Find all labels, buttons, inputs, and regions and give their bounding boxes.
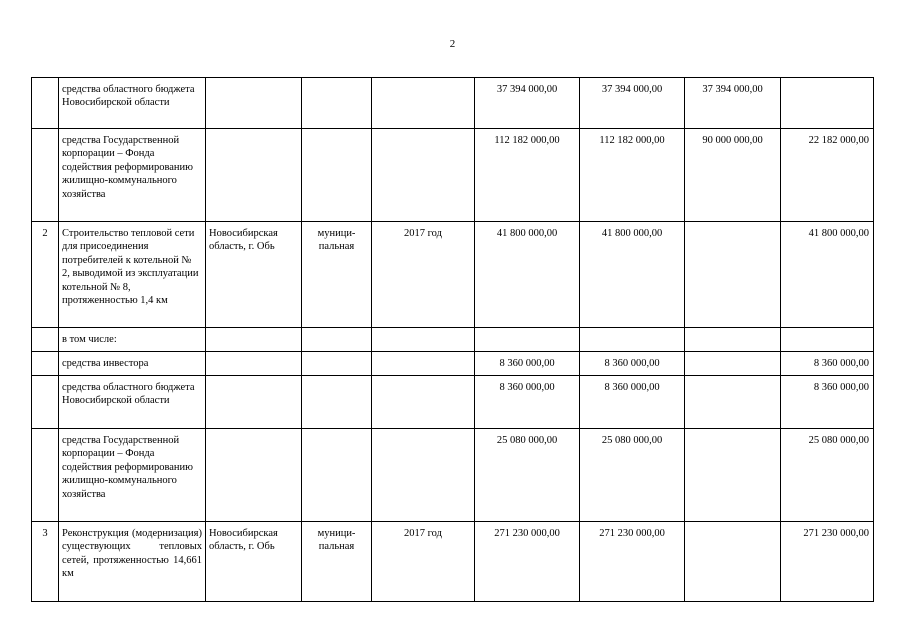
cell-location	[206, 429, 302, 522]
cell-year	[372, 129, 475, 222]
cell-location	[206, 376, 302, 429]
cell-name: средства Государственной корпорации – Фонда содействия реформированию жилищно-коммунального хозяйства	[59, 129, 206, 222]
cell-ownership	[302, 328, 372, 352]
cell-value-4: 8 360 000,00	[781, 376, 874, 429]
cell-name: Реконструкция (модернизация) существующих тепловых сетей, протяженностью 14,661 км	[59, 522, 206, 602]
cell-value-2: 37 394 000,00	[580, 78, 685, 129]
cell-name: Строительство тепловой сети для присоединения потребителей к котельной № 2, выводимой из эксплуатации котельной № 8, протяженностью 1,4 км	[59, 222, 206, 328]
cell-value-3	[685, 352, 781, 376]
table-row	[32, 222, 874, 328]
cell-location	[206, 78, 302, 129]
cell-year: 2017 год	[372, 522, 475, 602]
cell-ownership	[302, 78, 372, 129]
cell-name: в том числе:	[59, 328, 206, 352]
cell-ownership	[302, 352, 372, 376]
cell-value-4: 22 182 000,00	[781, 129, 874, 222]
cell-location	[206, 129, 302, 222]
cell-value-4	[781, 328, 874, 352]
cell-value-2: 112 182 000,00	[580, 129, 685, 222]
cell-value-1: 25 080 000,00	[475, 429, 580, 522]
cell-name: средства областного бюджета Новосибирской области	[59, 78, 206, 129]
cell-value-1	[475, 328, 580, 352]
cell-value-4: 271 230 000,00	[781, 522, 874, 602]
cell-value-3: 37 394 000,00	[685, 78, 781, 129]
cell-value-3	[685, 222, 781, 328]
cell-ownership	[302, 376, 372, 429]
cell-num	[32, 352, 59, 376]
cell-name: средства инвестора	[59, 352, 206, 376]
cell-ownership	[302, 429, 372, 522]
cell-num	[32, 376, 59, 429]
cell-num: 2	[32, 222, 59, 328]
cell-value-1: 8 360 000,00	[475, 376, 580, 429]
cell-year: 2017 год	[372, 222, 475, 328]
cell-year	[372, 352, 475, 376]
cell-value-1: 41 800 000,00	[475, 222, 580, 328]
cell-location: Новосибирская область, г. Обь	[206, 522, 302, 602]
cell-num: 3	[32, 522, 59, 602]
budget-table	[31, 77, 874, 602]
table-row	[32, 376, 874, 429]
cell-num	[32, 429, 59, 522]
table-row	[32, 352, 874, 376]
table-row	[32, 78, 874, 129]
cell-value-2: 8 360 000,00	[580, 376, 685, 429]
cell-value-2: 8 360 000,00	[580, 352, 685, 376]
cell-value-4: 41 800 000,00	[781, 222, 874, 328]
cell-value-4: 8 360 000,00	[781, 352, 874, 376]
cell-value-1: 271 230 000,00	[475, 522, 580, 602]
table-row	[32, 429, 874, 522]
table-row	[32, 328, 874, 352]
page-number: 2	[449, 38, 456, 50]
cell-value-1: 112 182 000,00	[475, 129, 580, 222]
cell-location: Новосибирская область, г. Обь	[206, 222, 302, 328]
table-row	[32, 522, 874, 602]
cell-num	[32, 328, 59, 352]
cell-value-2: 271 230 000,00	[580, 522, 685, 602]
cell-value-3	[685, 429, 781, 522]
cell-value-4: 25 080 000,00	[781, 429, 874, 522]
cell-location	[206, 328, 302, 352]
cell-value-2: 41 800 000,00	[580, 222, 685, 328]
cell-value-2: 25 080 000,00	[580, 429, 685, 522]
cell-ownership: муници-пальная	[302, 522, 372, 602]
cell-ownership	[302, 129, 372, 222]
cell-year	[372, 328, 475, 352]
cell-value-3	[685, 328, 781, 352]
cell-value-3	[685, 522, 781, 602]
cell-name: средства Государственной корпорации – Фонда содействия реформированию жилищно-коммунального хозяйства	[59, 429, 206, 522]
cell-year	[372, 429, 475, 522]
cell-value-4	[781, 78, 874, 129]
table-row	[32, 129, 874, 222]
cell-value-3: 90 000 000,00	[685, 129, 781, 222]
cell-location	[206, 352, 302, 376]
cell-value-3	[685, 376, 781, 429]
cell-name: средства областного бюджета Новосибирской области	[59, 376, 206, 429]
cell-ownership: муници-пальная	[302, 222, 372, 328]
cell-value-2	[580, 328, 685, 352]
cell-year	[372, 78, 475, 129]
cell-value-1: 37 394 000,00	[475, 78, 580, 129]
cell-num	[32, 129, 59, 222]
cell-num	[32, 78, 59, 129]
cell-year	[372, 376, 475, 429]
cell-value-1: 8 360 000,00	[475, 352, 580, 376]
